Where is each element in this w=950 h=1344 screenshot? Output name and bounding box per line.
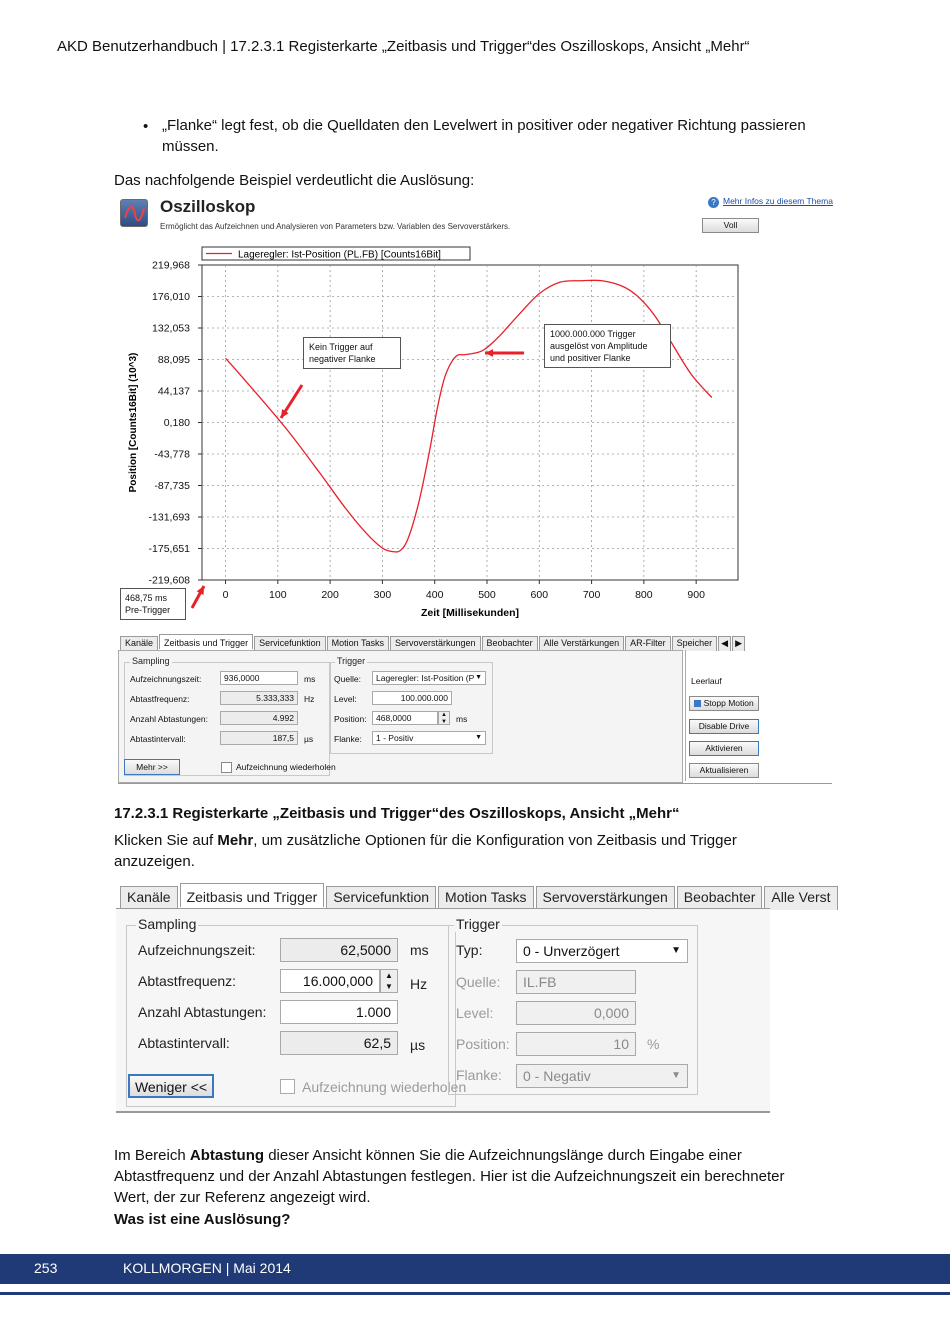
sample-interval-label: Abtastintervall: bbox=[130, 734, 186, 744]
help-link[interactable]: Mehr Infos zu diesem Thema bbox=[723, 196, 833, 206]
sampling-title: Sampling bbox=[132, 656, 170, 666]
x-axis-label: Zeit [Millisekunden] bbox=[420, 607, 520, 619]
tab-observer[interactable]: Beobachter bbox=[482, 636, 538, 651]
detail-edge-value: 0 - Negativ bbox=[523, 1068, 591, 1084]
detail-level-label: Level: bbox=[456, 1005, 494, 1021]
annotation-pretrigger bbox=[120, 588, 186, 620]
bullet-marker: • bbox=[143, 118, 149, 135]
x-tick-label: 300 bbox=[373, 589, 392, 601]
tab-channels[interactable]: Kanäle bbox=[120, 886, 178, 910]
detail-sample-interval-label: Abtastintervall: bbox=[138, 1035, 230, 1051]
trigger-question: Was ist eine Auslösung? bbox=[114, 1211, 291, 1228]
tab-all-gains[interactable]: Alle Verst bbox=[764, 886, 837, 910]
y-tick-label: 219,968 bbox=[152, 259, 190, 272]
detail-trigger-title: Trigger bbox=[456, 916, 500, 932]
section-text-after: , um zusätzliche Optionen für die Konfiguration von Zeitbasis und Trigger anzuzeigen. bbox=[114, 832, 737, 870]
more-button[interactable]: Mehr >> bbox=[124, 759, 180, 775]
page-header: AKD Benutzerhandbuch | 17.2.3.1 Registerkarte „Zeitbasis und Trigger“des Oszilloskops, Ansicht „Mehr“ bbox=[57, 38, 750, 55]
timebase-detail-screenshot bbox=[114, 880, 831, 1118]
less-button[interactable]: Weniger << bbox=[128, 1074, 214, 1098]
tab-motion-tasks[interactable]: Motion Tasks bbox=[327, 636, 389, 651]
annotation-trigger-line2: ausgelöst von Amplitude bbox=[550, 341, 648, 351]
tab-scroll-left-icon[interactable]: ◀ bbox=[718, 636, 731, 651]
x-tick-label: 200 bbox=[321, 589, 339, 601]
x-tick-label: 800 bbox=[635, 589, 653, 601]
dropdown-arrow-icon: ▼ bbox=[671, 1070, 681, 1081]
trigger-position-unit: ms bbox=[456, 714, 468, 724]
trigger-level-input[interactable]: 100.000.000 bbox=[372, 691, 452, 705]
annotation-no-trigger-line2: negativer Flanke bbox=[309, 354, 376, 364]
detail-position-unit: % bbox=[647, 1036, 660, 1052]
section-heading: 17.2.3.1 Registerkarte „Zeitbasis und Trigger“des Oszilloskops, Ansicht „Mehr“ bbox=[114, 805, 680, 822]
record-time-label: Aufzeichnungszeit: bbox=[130, 674, 202, 684]
bullet-text: „Flanke“ legt fest, ob die Quelldaten den Levelwert in positiver oder negativer Richtung passieren müssen. bbox=[162, 117, 806, 155]
y-tick-label: 88,095 bbox=[157, 354, 190, 366]
trigger-edge-value: 1 - Positiv bbox=[376, 733, 414, 743]
record-time-unit: ms bbox=[304, 674, 316, 684]
y-tick-label: -175,651 bbox=[148, 543, 190, 555]
x-tick-label: 900 bbox=[687, 589, 705, 601]
repeat-recording-label: Aufzeichnung wiederholen bbox=[236, 762, 336, 772]
pretrigger-line1: 468,75 ms bbox=[125, 593, 168, 603]
detail-record-time-unit: ms bbox=[410, 942, 429, 958]
x-tick-label: 100 bbox=[269, 589, 287, 601]
trigger-source-value: Lageregler: Ist-Position (P bbox=[376, 673, 475, 683]
tab-channels[interactable]: Kanäle bbox=[120, 636, 158, 651]
trigger-edge-select[interactable] bbox=[372, 731, 486, 745]
position-chart bbox=[114, 243, 754, 623]
y-tick-label: -219,608 bbox=[148, 574, 190, 587]
pretrigger-line2: Pre-Trigger bbox=[125, 605, 171, 615]
trigger-position-stepper-icon[interactable]: ▲ ▼ bbox=[438, 711, 450, 725]
y-tick-label: -43,778 bbox=[154, 448, 190, 461]
tab-service-function[interactable]: Servicefunktion bbox=[326, 886, 436, 910]
detail-sample-interval-unit: µs bbox=[410, 1037, 426, 1053]
sampling-paragraph bbox=[114, 1145, 824, 1208]
sampling-text-after: dieser Ansicht können Sie die Aufzeichnungslänge durch Eingabe einer Abtastfrequenz und der Anzahl Abtastungen festlegen. Hier ist die Aufzeichnungszeit ein berechneter Wert, der zur Referenz angezeigt wird. bbox=[114, 1147, 785, 1206]
x-tick-label: 500 bbox=[478, 589, 496, 601]
x-tick-label: 400 bbox=[425, 589, 444, 601]
sample-count-label: Anzahl Abtastungen: bbox=[130, 714, 208, 724]
detail-sample-count-input[interactable]: 1.000 bbox=[280, 1000, 398, 1024]
tab-timebase-trigger[interactable]: Zeitbasis und Trigger bbox=[159, 634, 253, 649]
tab-servo-gains[interactable]: Servoverstärkungen bbox=[390, 636, 481, 651]
repeat-recording-checkbox[interactable] bbox=[221, 762, 232, 773]
detail-sampling-title: Sampling bbox=[138, 916, 197, 932]
stop-motion-label: Stopp Motion bbox=[703, 698, 754, 708]
trigger-level-label: Level: bbox=[334, 694, 357, 704]
sample-rate-value: 5.333,333 bbox=[220, 691, 298, 705]
intro-paragraph: Das nachfolgende Beispiel verdeutlicht die Auslösung: bbox=[114, 172, 475, 189]
trigger-position-input[interactable]: 468,0000 bbox=[372, 711, 438, 725]
annotation-no-trigger-line1: Kein Trigger auf bbox=[309, 342, 373, 352]
detail-source-label: Quelle: bbox=[456, 974, 501, 990]
detail-panel-bottom bbox=[116, 1111, 770, 1113]
section-paragraph bbox=[114, 830, 814, 872]
sample-count-value: 4.992 bbox=[220, 711, 298, 725]
detail-sample-rate-stepper-icon[interactable]: ▲ ▼ bbox=[380, 969, 398, 993]
footer-line bbox=[0, 1292, 950, 1295]
tab-timebase-trigger[interactable]: Zeitbasis und Trigger bbox=[180, 883, 325, 907]
footer-text: KOLLMORGEN | Mai 2014 bbox=[123, 1260, 291, 1276]
sample-rate-unit: Hz bbox=[304, 694, 315, 704]
stop-motion-button[interactable] bbox=[689, 696, 759, 711]
y-axis-label: Position [Counts16Bit] (10^3) bbox=[128, 352, 139, 493]
y-tick-label: 176,010 bbox=[152, 291, 190, 303]
trigger-source-label: Quelle: bbox=[334, 674, 361, 684]
annotation-trigger-line3: und positiver Flanke bbox=[550, 353, 631, 363]
trigger-title: Trigger bbox=[337, 656, 366, 666]
tab-all-gains[interactable]: Alle Verstärkungen bbox=[539, 636, 625, 651]
tab-scroll-right-icon[interactable]: ▶ bbox=[732, 636, 745, 651]
oscilloscope-title: Oszilloskop bbox=[160, 197, 256, 216]
tab-motion-tasks[interactable]: Motion Tasks bbox=[438, 886, 533, 910]
oscilloscope-subtitle: Ermöglicht das Aufzeichnen und Analysieren von Parameters bzw. Variablen des Servoverstärkers. bbox=[160, 222, 511, 231]
drive-status: Leerlauf bbox=[691, 676, 722, 686]
detail-edge-label: Flanke: bbox=[456, 1067, 502, 1083]
detail-level-value: 0,000 bbox=[516, 1001, 636, 1025]
detail-tabbar bbox=[120, 886, 840, 910]
oscilloscope-screenshot bbox=[114, 191, 836, 791]
sample-interval-unit: µs bbox=[304, 734, 314, 744]
dropdown-arrow-icon: ▼ bbox=[671, 945, 681, 956]
oscilloscope-tabbar bbox=[120, 636, 746, 651]
detail-sample-rate-unit: Hz bbox=[410, 976, 428, 992]
annotation-trigger-line1: 1000.000.000 Trigger bbox=[550, 329, 636, 339]
side-panel bbox=[685, 650, 836, 781]
detail-record-time-value: 62,5000 bbox=[280, 938, 398, 962]
tab-service-function[interactable]: Servicefunktion bbox=[254, 636, 326, 651]
tab-observer[interactable]: Beobachter bbox=[677, 886, 763, 910]
detail-type-label: Typ: bbox=[456, 942, 483, 958]
record-time-input[interactable]: 936,0000 bbox=[220, 671, 298, 685]
sample-interval-value: 187,5 bbox=[220, 731, 298, 745]
annotation-no-trigger bbox=[303, 337, 401, 369]
section-text-before: Klicken Sie auf bbox=[114, 832, 218, 849]
activate-button[interactable]: Aktivieren bbox=[689, 741, 759, 756]
sample-rate-label: Abtastfrequenz: bbox=[130, 694, 190, 704]
disable-drive-button[interactable]: Disable Drive bbox=[689, 719, 759, 734]
y-tick-label: 132,053 bbox=[152, 322, 190, 335]
detail-type-select[interactable] bbox=[516, 939, 688, 963]
dropdown-arrow-icon: ▼ bbox=[475, 674, 482, 681]
detail-sample-rate-input[interactable]: 16.000,000 bbox=[280, 969, 380, 993]
trigger-position-label: Position: bbox=[334, 714, 367, 724]
x-tick-label: 600 bbox=[530, 589, 549, 601]
detail-type-value: 0 - Unverzögert bbox=[523, 943, 620, 959]
legend-label: Lageregler: Ist-Position (PL.FB) [Counts16Bit] bbox=[238, 249, 441, 261]
sampling-text-bold: Abtastung bbox=[189, 1147, 265, 1164]
detail-source-value: IL.FB bbox=[516, 970, 636, 994]
trigger-source-select[interactable] bbox=[372, 671, 486, 685]
detail-repeat-checkbox[interactable] bbox=[280, 1079, 295, 1094]
trigger-edge-label: Flanke: bbox=[334, 734, 362, 744]
x-tick-label: 0 bbox=[222, 589, 229, 601]
detail-position-label: Position: bbox=[456, 1036, 510, 1052]
annotation-trigger-fired bbox=[544, 324, 671, 368]
detail-edge-select bbox=[516, 1064, 688, 1088]
sampling-text-before: Im Bereich bbox=[114, 1147, 190, 1164]
detail-sample-rate-label: Abtastfrequenz: bbox=[138, 973, 237, 989]
detail-position-value: 10 bbox=[516, 1032, 636, 1056]
full-view-button[interactable]: Voll bbox=[702, 218, 759, 233]
oscilloscope-app-icon bbox=[120, 199, 148, 227]
screenshot-bottom-border bbox=[118, 783, 832, 784]
y-tick-label: -131,693 bbox=[148, 511, 190, 524]
detail-sample-interval-value: 62,5 bbox=[280, 1031, 398, 1055]
y-tick-label: 0,180 bbox=[163, 417, 190, 429]
stop-icon bbox=[694, 700, 701, 707]
page-number: 253 bbox=[34, 1260, 58, 1276]
help-icon[interactable]: ? bbox=[708, 197, 719, 208]
dropdown-arrow-icon: ▼ bbox=[475, 734, 482, 741]
y-tick-label: -87,735 bbox=[154, 480, 190, 492]
tab-ar-filter[interactable]: AR-Filter bbox=[625, 636, 671, 651]
tab-memory[interactable]: Speicher bbox=[672, 636, 718, 651]
detail-repeat-label: Aufzeichnung wiederholen bbox=[302, 1079, 467, 1095]
y-tick-label: 44,137 bbox=[157, 385, 190, 398]
section-text-bold: Mehr bbox=[217, 832, 254, 849]
x-tick-label: 700 bbox=[582, 589, 601, 601]
detail-sample-count-label: Anzahl Abtastungen: bbox=[138, 1004, 267, 1020]
refresh-button[interactable]: Aktualisieren bbox=[689, 763, 759, 778]
tab-servo-gains[interactable]: Servoverstärkungen bbox=[536, 886, 675, 910]
detail-record-time-label: Aufzeichnungszeit: bbox=[138, 942, 256, 958]
